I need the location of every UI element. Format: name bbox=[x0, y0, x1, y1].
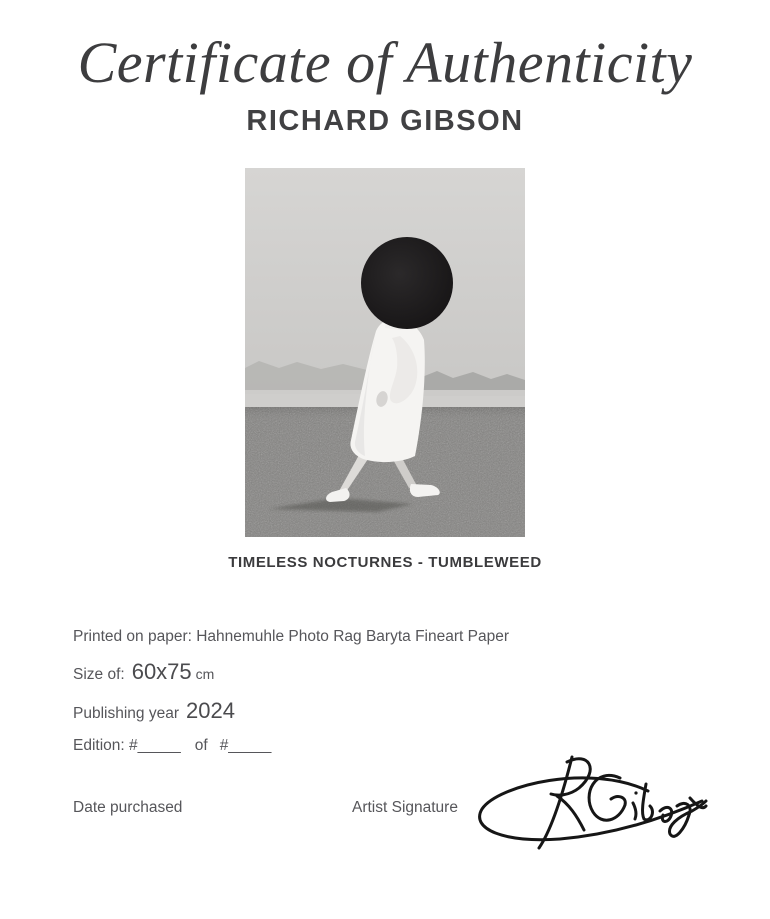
black-circle bbox=[361, 237, 453, 329]
size-label: Size of: bbox=[73, 665, 125, 683]
artwork-caption: TIMELESS NOCTURNES - TUMBLEWEED bbox=[228, 553, 542, 571]
year-value: 2024 bbox=[185, 697, 235, 723]
printed-on-text: Printed on paper: Hahnemuhle Photo Rag Baryta Fineart Paper bbox=[73, 627, 509, 645]
edition-label: Edition: bbox=[73, 736, 125, 754]
date-purchased-label: Date purchased bbox=[73, 798, 183, 816]
certificate-page bbox=[0, 30, 770, 906]
artwork-photo bbox=[245, 168, 525, 537]
size-unit: cm bbox=[195, 665, 215, 682]
printed-on-line bbox=[73, 628, 770, 646]
certificate-title: Certificate of Authenticity bbox=[77, 30, 693, 95]
size-value: 60x75 bbox=[131, 658, 192, 684]
details-block bbox=[73, 628, 770, 755]
year-label: Publishing year bbox=[73, 704, 179, 722]
signature-footer bbox=[0, 789, 770, 919]
edition-of: of bbox=[194, 736, 208, 754]
edition-second-blank: #_____ bbox=[219, 736, 272, 754]
artist-signature-label: Artist Signature bbox=[352, 798, 458, 816]
artist-signature-image bbox=[468, 751, 708, 855]
year-line bbox=[73, 698, 770, 724]
size-line bbox=[73, 659, 770, 685]
edition-first-blank: #_____ bbox=[129, 736, 181, 754]
artist-name: RICHARD GIBSON bbox=[246, 104, 524, 137]
